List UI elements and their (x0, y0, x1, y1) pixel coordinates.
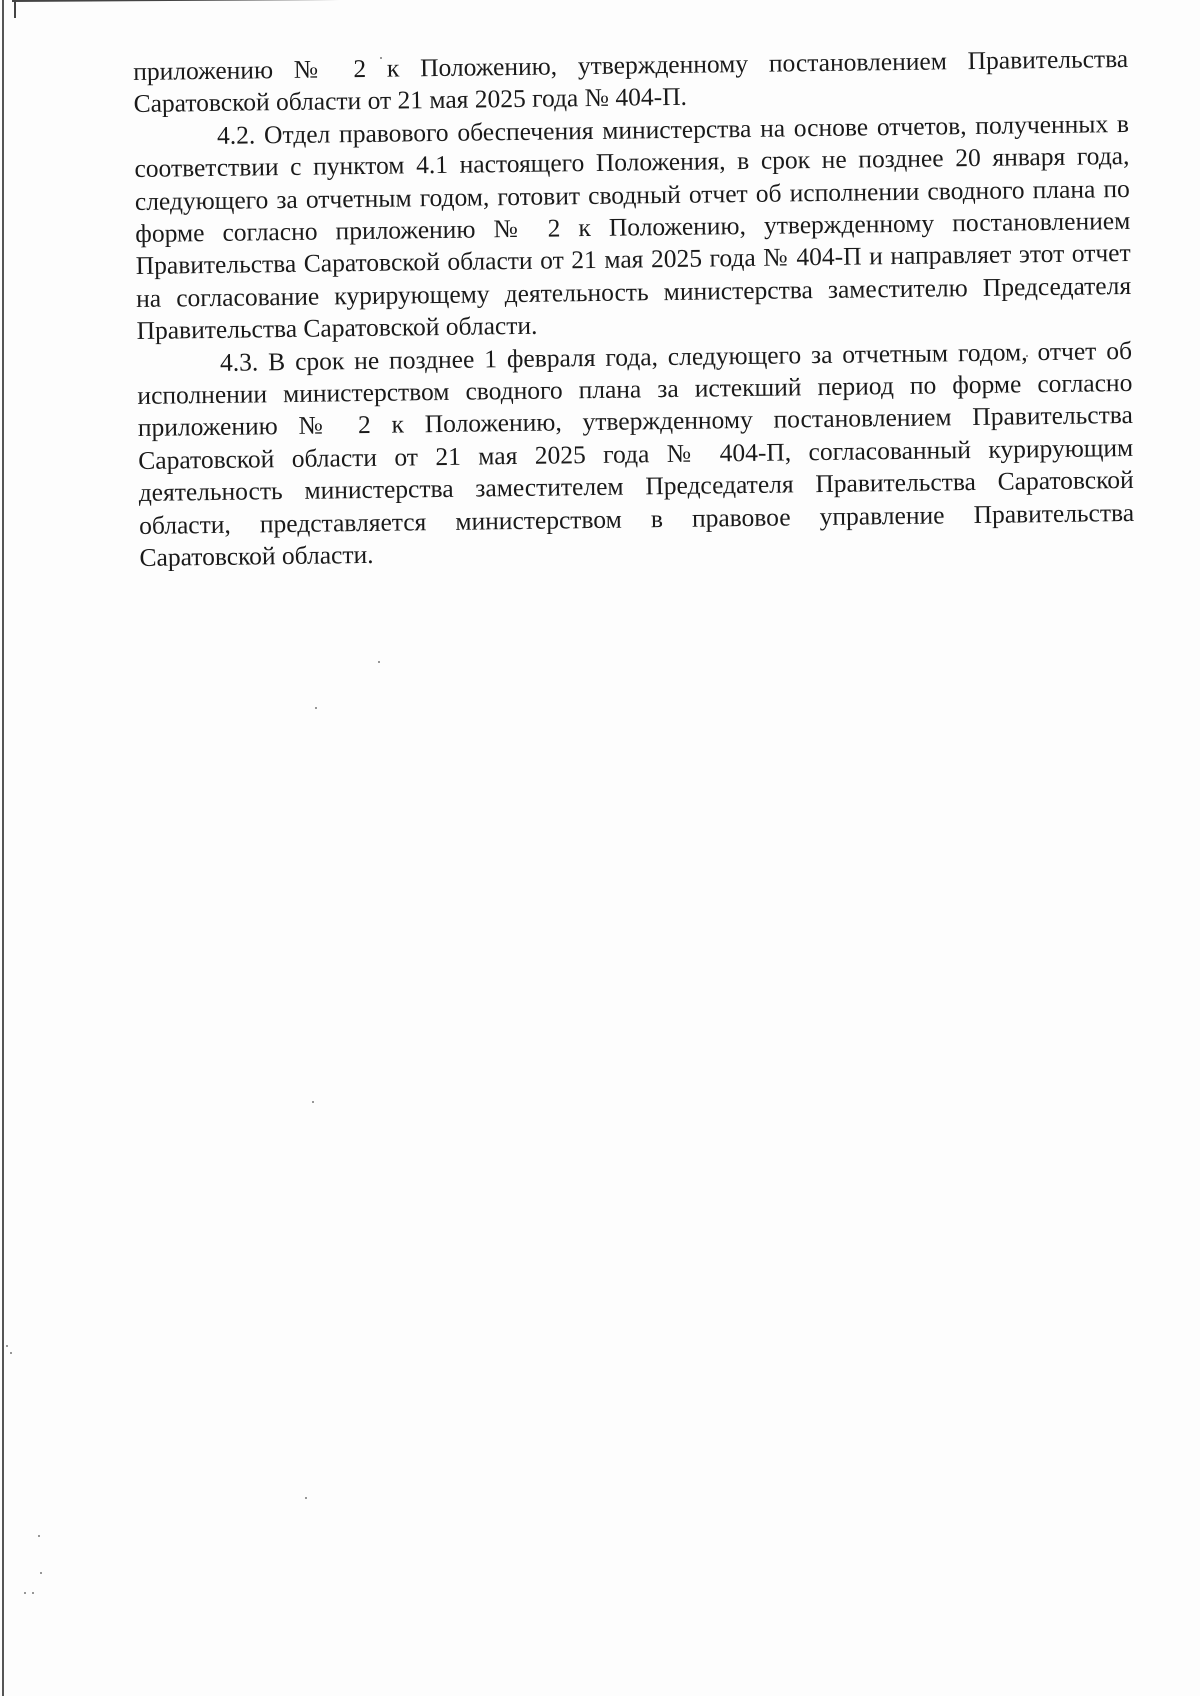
scan-top-edge (12, 0, 942, 2)
scan-speck (10, 1352, 12, 1354)
section-text: Отдел правового обеспечения министерства на основе отчетов, полученных в соответствии с пунктом 4.1 настоящего Положения, в срок не позднее 20 января года, следующего за отчетным годом, готовит сводный отчет об исполнении сводного плана по форме согласно приложению № 2 к Положению, утвержденному постановлением Правительства Саратовской области от 21 мая 2025 года № 404-П и направляет этот отчет на согласование курирующему деятельность министерства заместителю Председателя Правительства Саратовской области. (134, 108, 1132, 346)
scan-speck (6, 1345, 8, 1347)
scan-speck (378, 661, 380, 663)
document-body (133, 43, 1135, 574)
scan-speck (24, 1592, 26, 1594)
scan-top-edge-tick (14, 0, 16, 18)
scan-speck (315, 707, 317, 709)
scan-speck (40, 1572, 42, 1574)
scan-speck (32, 1592, 34, 1594)
scan-speck (312, 1101, 314, 1103)
continuation-paragraph: приложению № 2 к Положению, утвержденному постановлением Правительства Саратовской области от 21 мая 2025 года № 404-П. (133, 43, 1129, 119)
section-4-2-paragraph (134, 108, 1132, 348)
scan-speck (305, 1497, 307, 1499)
section-4-3-paragraph (137, 335, 1135, 575)
section-text: В срок не позднее 1 февраля года, следующего за отчетным годом, отчет об исполнении министерством сводного плана за истекший период по форме согласно приложению № 2 к Положению, утвержденному постановлением Правительства Саратовской области от 21 мая 2025 года № 404-П, согласованный курирующим деятельность министерства заместителем Председателя Правительства Саратовской области, представляется министерством в правовое управление Правительства Саратовской области. (137, 335, 1135, 573)
scan-speck (38, 1535, 40, 1537)
scan-left-edge (2, 0, 4, 1696)
section-number: 4.2. (216, 120, 256, 150)
section-number: 4.3. (219, 347, 259, 377)
